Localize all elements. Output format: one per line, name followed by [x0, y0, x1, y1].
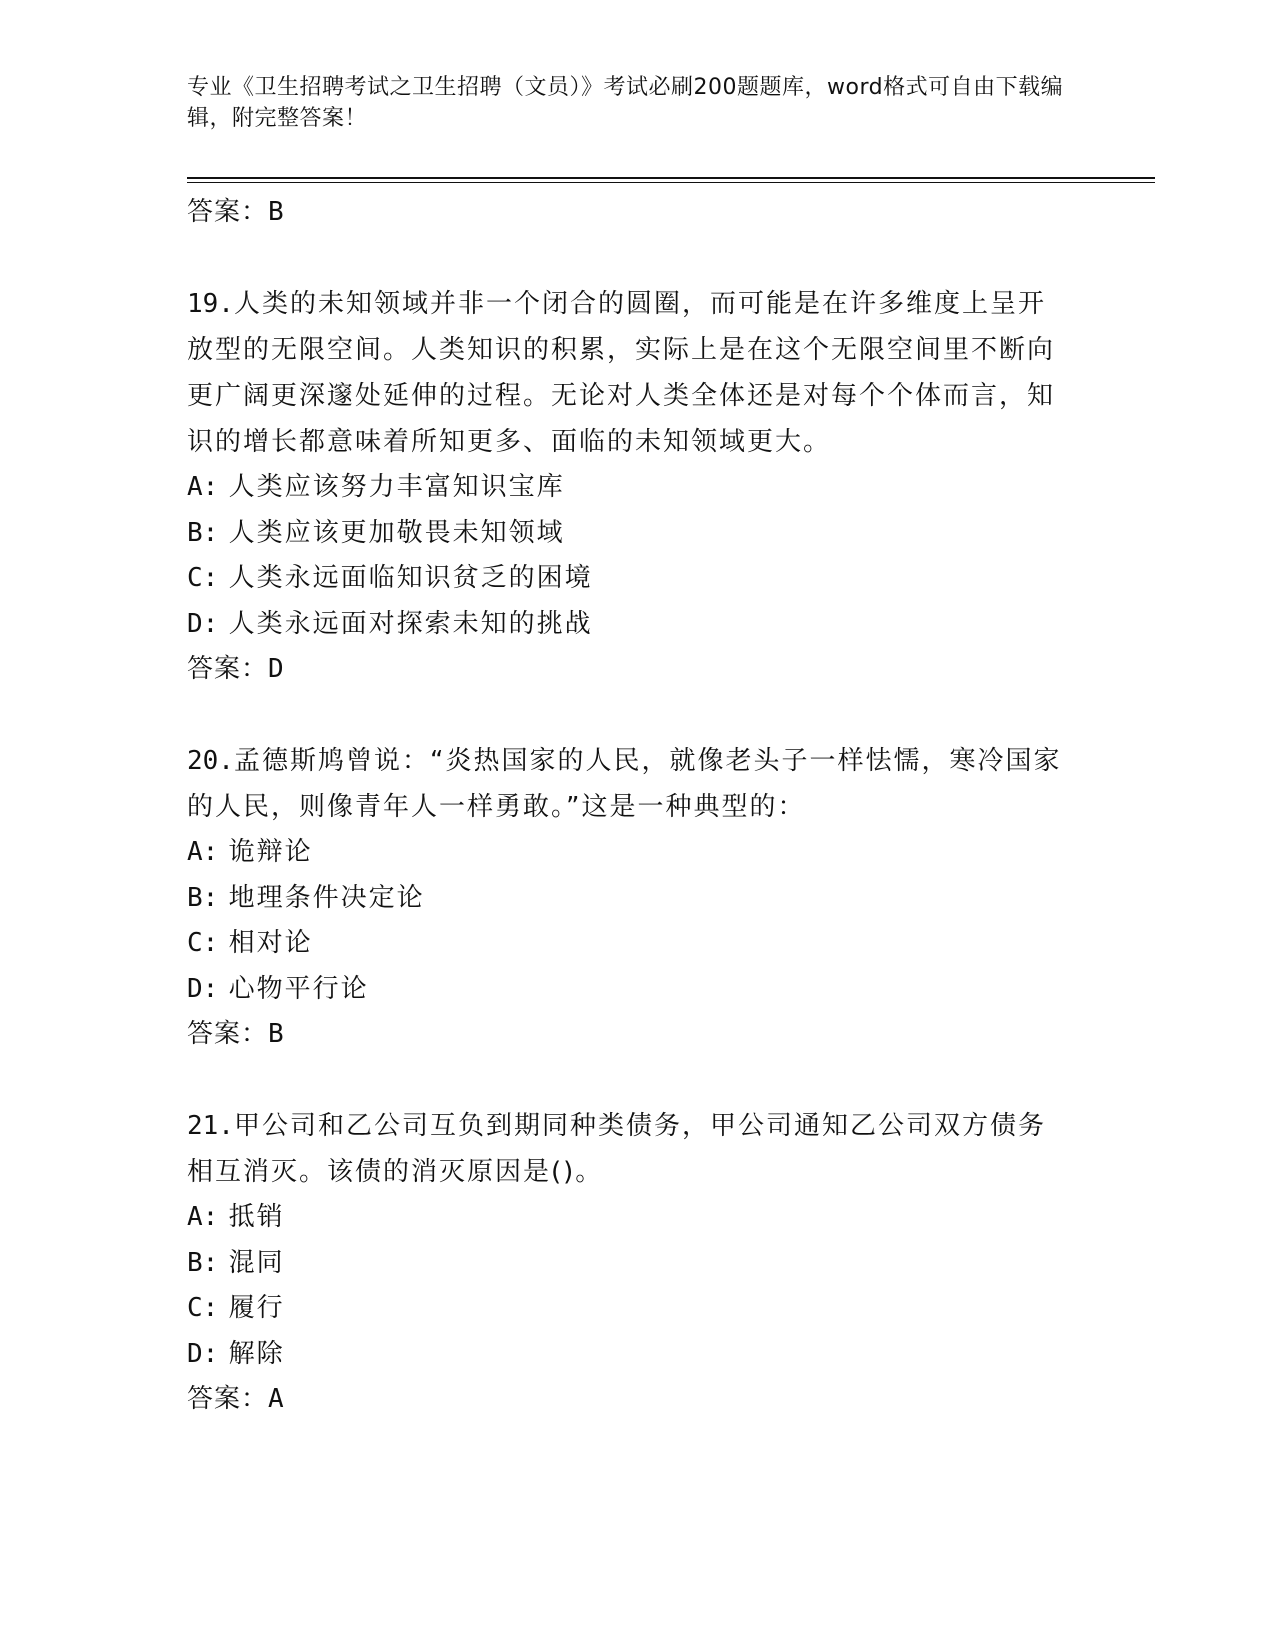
- option-letter: D:: [187, 1338, 219, 1369]
- question-number: 21.: [187, 1111, 234, 1141]
- option-text: 人类应该更加敬畏未知领域: [228, 517, 565, 548]
- option-d: [187, 602, 1067, 648]
- answer-line: [187, 647, 1067, 691]
- option-text: 相对论: [228, 928, 313, 958]
- question-item: [187, 1103, 1067, 1421]
- option-text: 心物平行论: [228, 973, 369, 1004]
- answer-label: 答案：: [187, 1019, 269, 1049]
- question-text: 甲公司和乙公司互负到期同种类债务，甲公司通知乙公司双方债务相互消灭。该债的消灭原因是()。: [187, 1111, 1046, 1187]
- question-number: 19.: [187, 289, 234, 319]
- answer-value: D: [268, 654, 285, 684]
- option-d: [187, 1332, 1067, 1378]
- option-text: 诡辩论: [228, 837, 313, 867]
- answer-value: B: [268, 197, 285, 227]
- option-d: [187, 967, 1067, 1013]
- option-letter: C:: [187, 1293, 219, 1323]
- option-letter: C:: [187, 563, 219, 593]
- option-letter: D:: [187, 608, 219, 639]
- option-text: 人类永远面对探索未知的挑战: [228, 608, 593, 639]
- question-text: 人类的未知领域并非一个闭合的圆圈，而可能是在许多维度上呈开放型的无限空间。人类知识的积累，实际上是在这个无限空间里不断向更广阔更深邃处延伸的过程。无论对人类全体还是对每个个体而言，知识的增长都意味着所知更多、面临的未知领域更大。: [187, 289, 1056, 457]
- question-stem: [187, 281, 1067, 465]
- option-a: [187, 830, 1067, 876]
- previous-answer: [187, 190, 1067, 234]
- option-b: [187, 1241, 1067, 1287]
- option-letter: B:: [187, 1247, 219, 1278]
- option-text: 解除: [228, 1338, 285, 1369]
- option-b: [187, 876, 1067, 922]
- question-number: 20.: [187, 746, 234, 776]
- option-a: [187, 465, 1067, 511]
- option-letter: B:: [187, 882, 219, 913]
- answer-label: 答案：: [187, 654, 269, 684]
- question-item: [187, 281, 1067, 691]
- answer-label: 答案：: [187, 1384, 269, 1414]
- option-text: 人类永远面临知识贫乏的困境: [228, 563, 593, 593]
- option-c: [187, 556, 1067, 602]
- option-letter: D:: [187, 973, 219, 1004]
- option-text: 履行: [228, 1293, 285, 1323]
- question-text: 孟德斯鸠曾说：“炎热国家的人民，就像老头子一样怯懦，寒冷国家的人民，则像青年人一样勇敢。”这是一种典型的：: [187, 746, 1062, 822]
- page-header: 专业《卫生招聘考试之卫生招聘（文员）》考试必刷200题题库，word格式可自由下载编辑，附完整答案！: [187, 75, 1064, 131]
- option-a: [187, 1195, 1067, 1241]
- option-letter: A:: [187, 472, 219, 502]
- option-text: 人类应该努力丰富知识宝库: [228, 472, 565, 502]
- option-c: [187, 1286, 1067, 1332]
- answer-line: [187, 1377, 1067, 1421]
- question-item: [187, 738, 1067, 1056]
- option-text: 混同: [228, 1247, 285, 1278]
- header-divider-thin: [187, 182, 1155, 183]
- option-b: [187, 511, 1067, 557]
- question-stem: [187, 738, 1067, 830]
- option-letter: A:: [187, 837, 219, 867]
- answer-line: [187, 1012, 1067, 1056]
- option-c: [187, 921, 1067, 967]
- question-stem: [187, 1103, 1067, 1195]
- option-text: 抵销: [228, 1202, 285, 1232]
- answer-value: A: [268, 1384, 285, 1414]
- option-letter: A:: [187, 1202, 219, 1232]
- option-letter: B:: [187, 517, 219, 548]
- option-letter: C:: [187, 928, 219, 958]
- answer-value: B: [268, 1019, 285, 1049]
- question-list: [187, 190, 1067, 1421]
- option-text: 地理条件决定论: [228, 882, 425, 913]
- header-divider-thick: [187, 177, 1155, 179]
- answer-label: 答案：: [187, 197, 269, 227]
